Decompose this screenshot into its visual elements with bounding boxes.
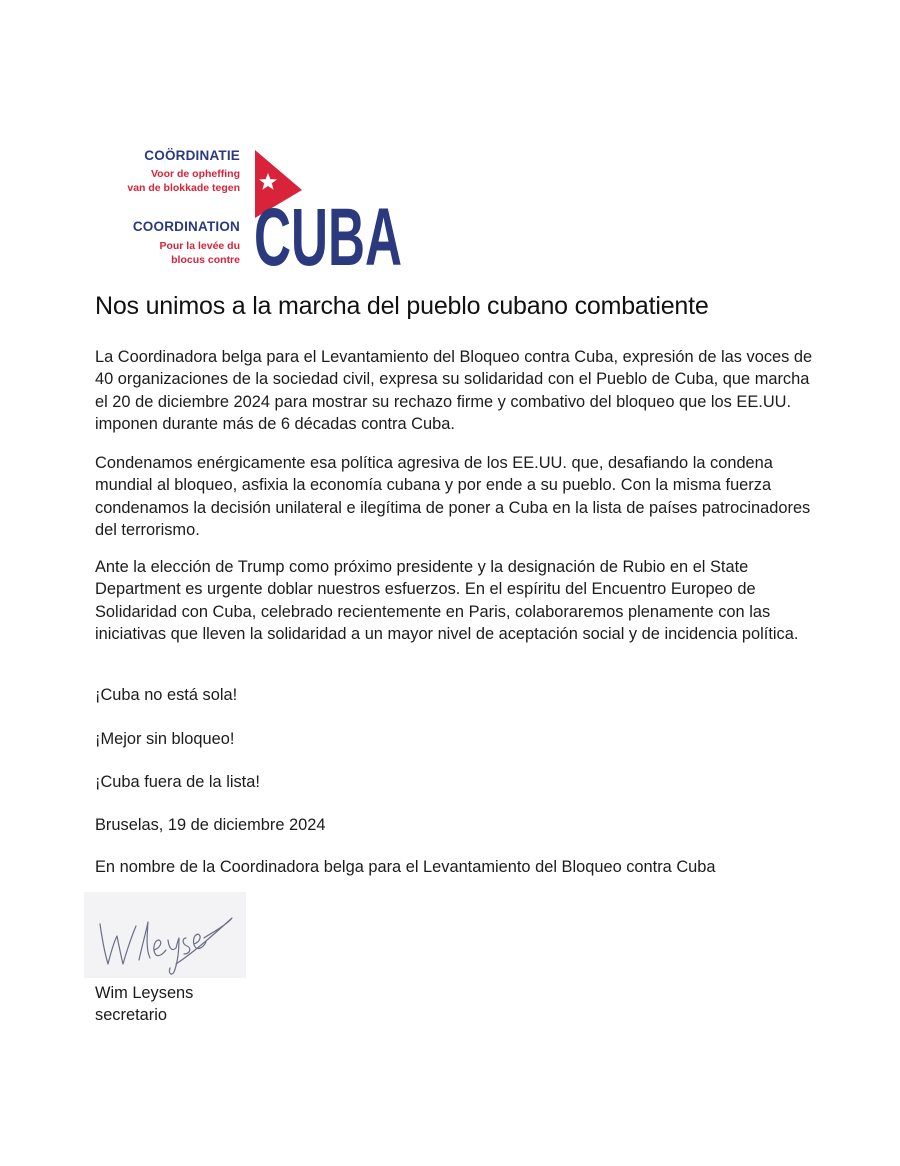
letter-heading: Nos unimos a la marcha del pueblo cubano combatiente <box>95 292 709 320</box>
logo-nl-subtitle-1: Voor de opheffing <box>150 168 240 180</box>
logo-fr-subtitle-2: blocus contre <box>171 254 240 266</box>
signatory-role: secretario <box>95 1006 167 1024</box>
signature-image <box>84 892 246 978</box>
logo-nl-subtitle-2: van de blokkade tegen <box>127 182 240 194</box>
slogan-line: ¡Cuba no está sola! <box>95 686 238 704</box>
coordination-cuba-logo <box>100 148 420 283</box>
handwritten-signature <box>84 892 246 978</box>
signatory-name: Wim Leysens <box>95 984 194 1002</box>
logo-nl-title: COÖRDINATIE <box>144 148 240 163</box>
paragraph-solidarity: La Coordinadora belga para el Levantamiento del Bloqueo contra Cuba, expresión de las voces de 40 organizaciones de la sociedad civil, expresa su solidaridad con el Pueblo de Cuba, que marcha el 20 de diciembre 2024 para mostrar su rechazo firme y combativo del bloqueo que los EE.UU. imponen durante más de 6 décadas contra Cuba. <box>95 348 813 434</box>
slogan-line: ¡Cuba fuera de la lista! <box>95 773 260 791</box>
place-and-date: Bruselas, 19 de diciembre 2024 <box>95 816 326 834</box>
on-behalf-line: En nombre de la Coordinadora belga para el Levantamiento del Bloqueo contra Cuba <box>95 858 716 876</box>
logo-fr-subtitle-1: Pour la levée du <box>159 240 240 252</box>
slogan-line: ¡Mejor sin bloqueo! <box>95 730 235 748</box>
cuba-wordmark-logo <box>250 148 410 283</box>
paragraph-condemnation: Condenamos enérgicamente esa política agresiva de los EE.UU. que, desafiando la condena mundial al bloqueo, asfixia la economía cubana y por ende a su pueblo. Con la misma fuerza condenamos la decisión unilateral e ilegítima de poner a Cuba en la lista de países patrocinadores del terrorismo. <box>95 454 811 540</box>
paragraph-efforts: Ante la elección de Trump como próximo presidente y la designación de Rubio en el State Department es urgente doblar nuestros esfuerzos. En el espíritu del Encuentro Europeo de Solidaridad con Cuba, celebrado recientemente en Paris, colaboraremos plenamente con las iniciativas que lleven la solidaridad a un mayor nivel de aceptación social y de incidencia política. <box>95 558 799 644</box>
cuba-wordmark: CUBA <box>254 192 402 283</box>
logo-fr-title: COORDINATION <box>132 219 240 234</box>
